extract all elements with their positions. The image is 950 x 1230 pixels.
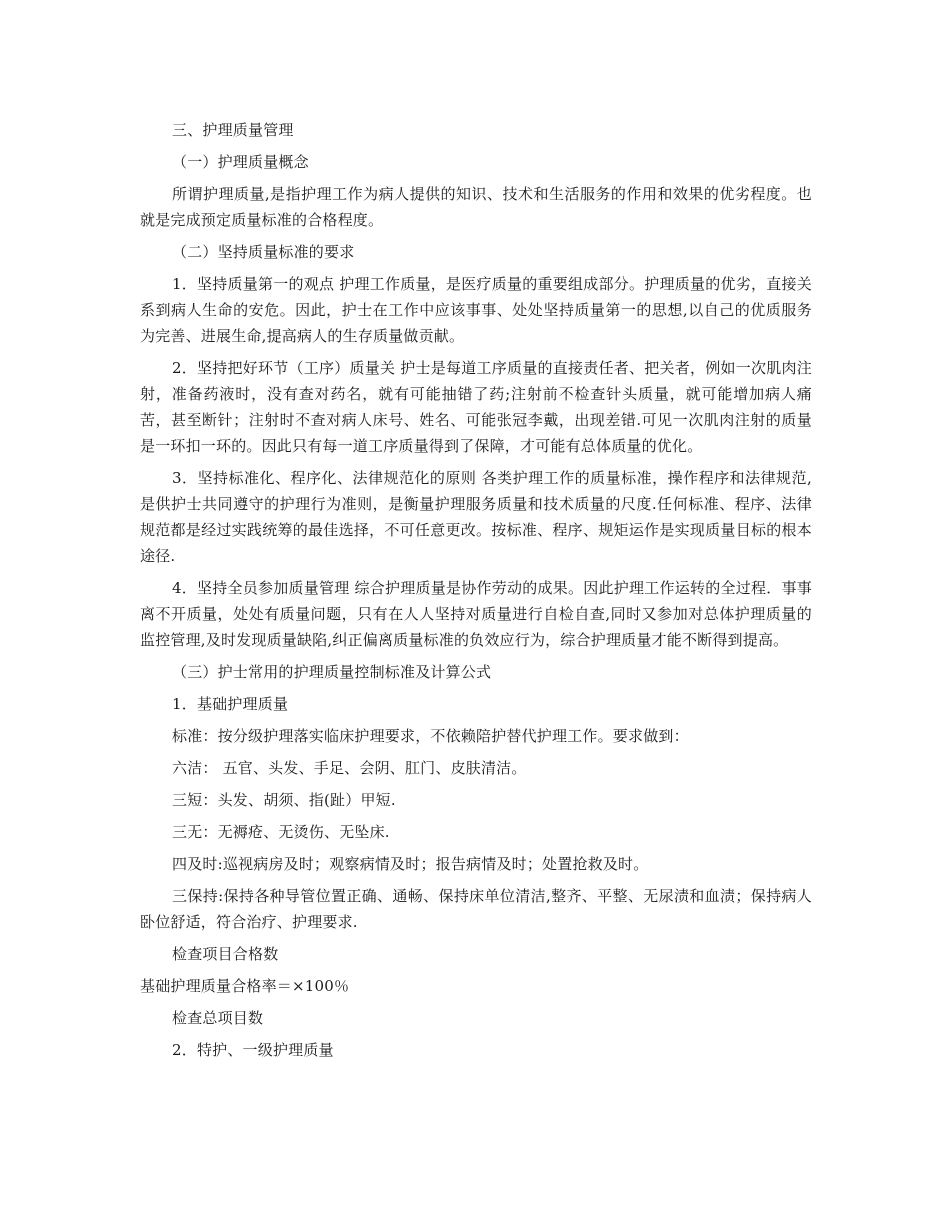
item-heading: 2．特护、一级护理质量 xyxy=(172,1041,334,1059)
formula-line: 基础护理质量合格率＝×100％ xyxy=(140,977,350,995)
body-paragraph: 所谓护理质量,是指护理工作为病人提供的知识、技术和生活服务的作用和效果的优劣程度。也就是完成预定质量标准的合格程度。 xyxy=(140,185,812,229)
document-page xyxy=(140,117,812,1069)
subsection-heading: （三）护士常用的护理质量控制标准及计算公式 xyxy=(172,663,492,681)
list-line: 三短：头发、胡须、指(趾）甲短. xyxy=(172,791,396,809)
formula-denominator: 检查总项目数 xyxy=(172,1009,264,1027)
subsection-heading: （一）护理质量概念 xyxy=(172,153,309,171)
list-line: 六洁： 五官、头发、手足、会阴、肛门、皮肤清洁。 xyxy=(172,759,527,777)
body-paragraph: 三保持:保持各种导管位置正确、通畅、保持床单位清洁,整齐、平整、无尿渍和血渍；保持病人卧位舒适，符合治疗、护理要求. xyxy=(140,887,812,931)
list-line: 三无：无褥疮、无烫伤、无坠床. xyxy=(172,823,390,841)
body-paragraph: 标准：按分级护理落实临床护理要求，不依赖陪护替代护理工作。要求做到： xyxy=(172,727,689,745)
body-paragraph: 2．坚持把好环节（工序）质量关 护士是每道工序质量的直接责任者、把关者，例如一次肌肉注射，准备药液时，没有查对药名，就有可能抽错了药;注射前不检查针头质量，就可能增加病人痛苦，甚至断针；注射时不查对病人床号、姓名、可能张冠李戴，出现差错.可见一次肌肉注射的质量是一环扣一环的。因此只有每一道工序质量得到了保障，才可能有总体质量的优化。 xyxy=(140,359,812,455)
section-heading: 三、护理质量管理 xyxy=(172,121,294,139)
list-line: 四及时:巡视病房及时；观察病情及时；报告病情及时；处置抢救及时。 xyxy=(172,855,649,873)
body-paragraph: 4．坚持全员参加质量管理 综合护理质量是协作劳动的成果。因此护理工作运转的全过程．事事离不开质量，处处有质量问题，只有在人人坚持对质量进行自检自查,同时又参加对总体护理质量的监控管理,及时发现质量缺陷,纠正偏离质量标准的负效应行为，综合护理质量才能不断得到提高。 xyxy=(140,579,812,649)
body-paragraph: 3．坚持标准化、程序化、法律规范化的原则 各类护理工作的质量标准，操作程序和法律规范,是供护士共同遵守的护理行为准则，是衡量护理服务质量和技术质量的尺度.任何标准、程序、法律规范都是经过实践统筹的最佳选择，不可任意更改。按标准、程序、规矩运作是实现质量目标的根本途径. xyxy=(140,469,812,565)
formula-numerator: 检查项目合格数 xyxy=(172,945,279,963)
body-paragraph: 1．坚持质量第一的观点 护理工作质量，是医疗质量的重要组成部分。护理质量的优劣，直接关系到病人生命的安危。因此，护士在工作中应该事事、处处坚持质量第一的思想,以自己的优质服务为完善、进展生命,提高病人的生存质量做贡献。 xyxy=(140,275,812,345)
item-heading: 1．基础护理质量 xyxy=(172,695,289,713)
subsection-heading: （二）坚持质量标准的要求 xyxy=(172,243,355,261)
